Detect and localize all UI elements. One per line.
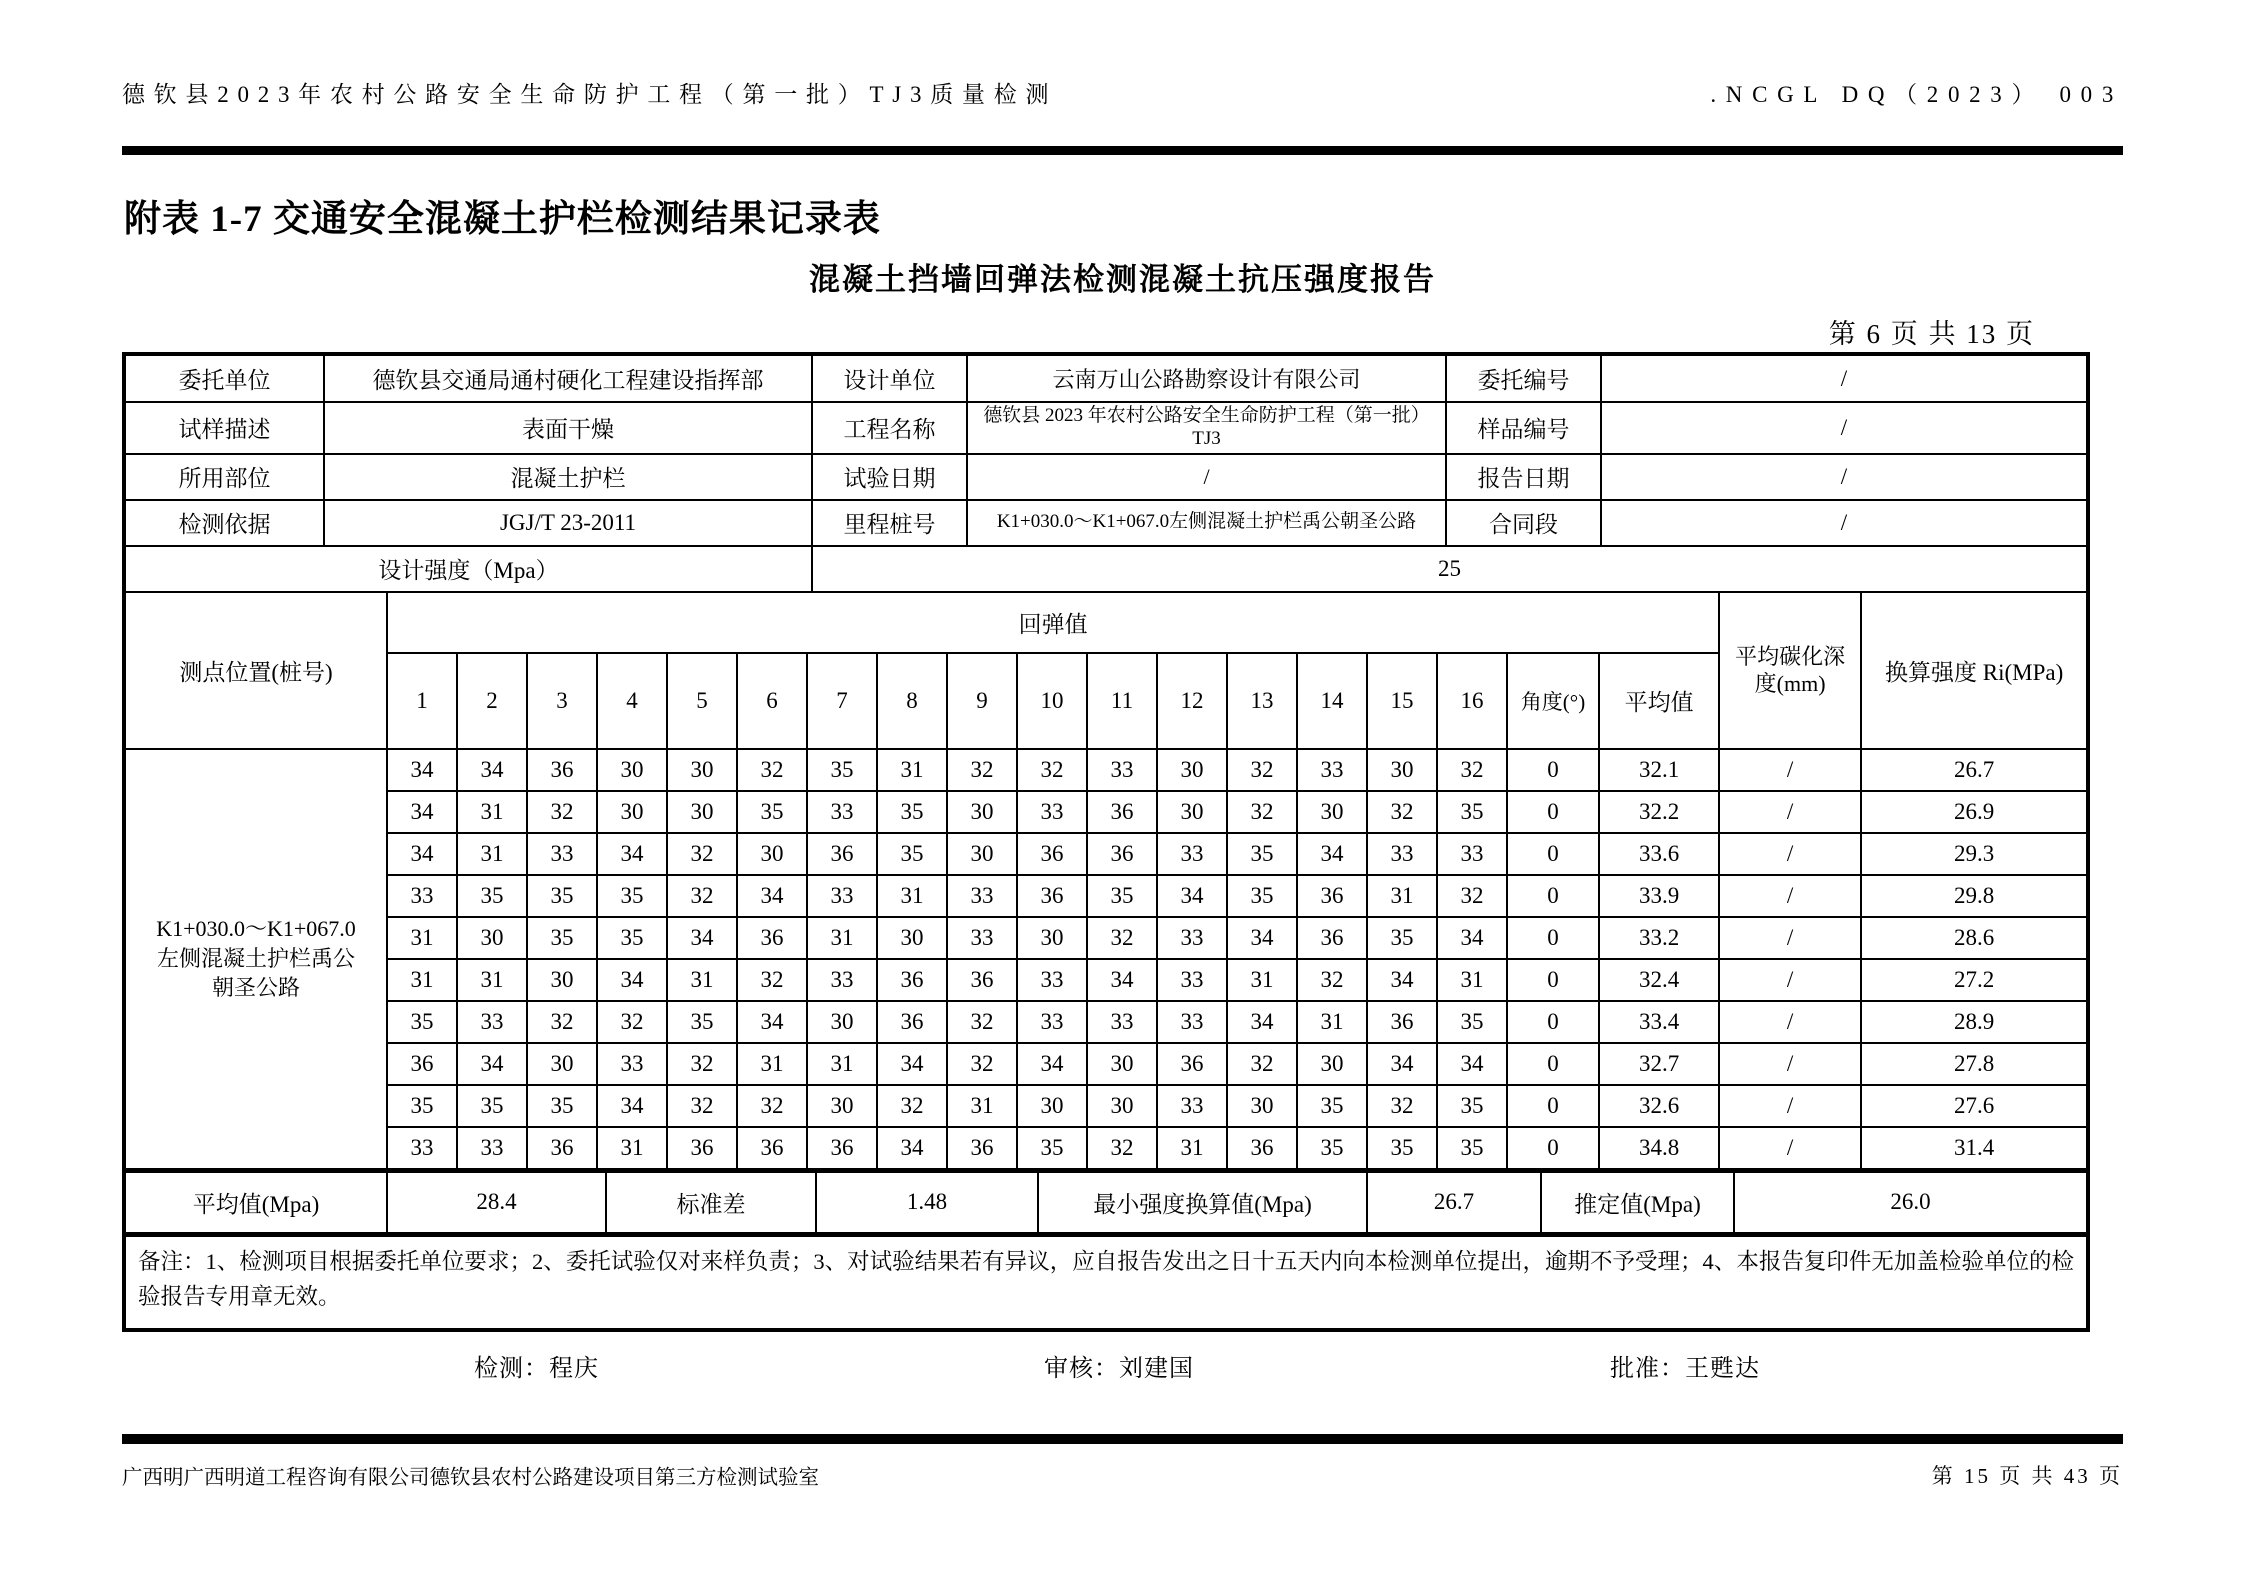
rebound-value-cell: 31 [877, 875, 947, 917]
document-footer [122, 1460, 2123, 1490]
summary-row [126, 1171, 2086, 1233]
summary-avg-label: 平均值(Mpa) [126, 1171, 387, 1233]
rebound-value-cell: 35 [877, 833, 947, 875]
info-value-cell: 混凝土护栏 [324, 454, 812, 500]
average-cell: 33.2 [1599, 917, 1719, 959]
average-header-cell: 平均值 [1599, 653, 1719, 749]
rebound-value-cell: 34 [597, 1085, 667, 1127]
rebound-value-cell: 36 [667, 1127, 737, 1169]
rebound-value-cell: 34 [457, 749, 527, 791]
info-label-cell: 合同段 [1446, 500, 1601, 546]
strength-cell: 31.4 [1861, 1127, 2086, 1169]
table-row [126, 833, 2086, 875]
rebound-value-cell: 36 [947, 959, 1017, 1001]
rebound-value-cell: 30 [737, 833, 807, 875]
rebound-value-cell: 32 [1017, 749, 1087, 791]
rebound-value-cell: 30 [527, 959, 597, 1001]
rebound-table [126, 593, 2086, 1170]
rebound-value-cell: 30 [1227, 1085, 1297, 1127]
rebound-value-cell: 34 [457, 1043, 527, 1085]
rebound-value-cell: 34 [877, 1127, 947, 1169]
rebound-value-cell: 35 [877, 791, 947, 833]
info-label-cell: 检测依据 [126, 500, 324, 546]
rebound-value-cell: 33 [527, 833, 597, 875]
rebound-value-cell: 32 [1227, 1043, 1297, 1085]
rebound-value-cell: 33 [1437, 833, 1507, 875]
rebound-value-cell: 32 [737, 1085, 807, 1127]
rebound-value-cell: 34 [737, 1001, 807, 1043]
rebound-value-cell: 34 [1367, 959, 1437, 1001]
rebound-value-cell: 36 [387, 1043, 457, 1085]
rebound-value-cell: 32 [1087, 917, 1157, 959]
rebound-column-number: 13 [1227, 653, 1297, 749]
carbonation-cell: / [1719, 959, 1861, 1001]
rebound-value-cell: 36 [1017, 875, 1087, 917]
footer-lab-text: 广西明广西明道工程咨询有限公司德钦县农村公路建设项目第三方检测试验室 [122, 1467, 819, 1489]
rebound-column-number: 3 [527, 653, 597, 749]
rebound-column-number: 5 [667, 653, 737, 749]
rebound-value-cell: 30 [1157, 749, 1227, 791]
strength-cell: 26.9 [1861, 791, 2086, 833]
rebound-value-cell: 33 [1367, 833, 1437, 875]
rebound-value-cell: 32 [1437, 749, 1507, 791]
info-value-cell: K1+030.0～K1+067.0左侧混凝土护栏禹公朝圣公路 [967, 500, 1446, 546]
rebound-value-cell: 36 [1087, 833, 1157, 875]
average-cell: 32.6 [1599, 1085, 1719, 1127]
summary-presumed-value: 26.0 [1734, 1171, 2086, 1233]
info-label-cell: 所用部位 [126, 454, 324, 500]
rebound-value-cell: 30 [1087, 1043, 1157, 1085]
rebound-value-cell: 35 [597, 875, 667, 917]
rebound-value-cell: 32 [737, 749, 807, 791]
position-header-cell: 测点位置(桩号) [126, 593, 387, 749]
rebound-value-cell: 34 [387, 833, 457, 875]
rebound-header-row [126, 593, 2086, 653]
rebound-value-cell: 32 [947, 749, 1017, 791]
rebound-value-cell: 35 [1437, 1001, 1507, 1043]
rebound-value-cell: 33 [807, 959, 877, 1001]
rebound-value-cell: 32 [877, 1085, 947, 1127]
rebound-value-cell: 30 [1367, 749, 1437, 791]
table-row [126, 1001, 2086, 1043]
rebound-column-number: 16 [1437, 653, 1507, 749]
rebound-value-cell: 35 [457, 875, 527, 917]
rebound-value-cell: 35 [527, 917, 597, 959]
rebound-value-cell: 33 [1087, 749, 1157, 791]
header-divider [122, 146, 2123, 155]
rebound-value-cell: 33 [807, 875, 877, 917]
rebound-column-number: 11 [1087, 653, 1157, 749]
info-value-cell: JGJ/T 23-2011 [324, 500, 812, 546]
rebound-value-cell: 30 [1017, 1085, 1087, 1127]
rebound-value-cell: 36 [737, 1127, 807, 1169]
position-cell: K1+030.0～K1+067.0 左侧混凝土护栏禹公朝圣公路 [126, 749, 387, 1169]
rebound-value-cell: 33 [1157, 1001, 1227, 1043]
design-strength-value: 25 [812, 546, 2086, 592]
rebound-value-cell: 32 [1367, 791, 1437, 833]
signature-row [122, 1348, 2123, 1388]
rebound-value-cell: 34 [1367, 1043, 1437, 1085]
angle-cell: 0 [1507, 959, 1599, 1001]
info-value-cell: / [1601, 500, 2086, 546]
info-label-cell: 报告日期 [1446, 454, 1601, 500]
rebound-span-header: 回弹值 [387, 593, 1719, 653]
info-label-cell: 工程名称 [812, 402, 967, 454]
average-cell: 33.4 [1599, 1001, 1719, 1043]
rebound-value-cell: 30 [527, 1043, 597, 1085]
rebound-value-cell: 35 [1437, 791, 1507, 833]
average-cell: 34.8 [1599, 1127, 1719, 1169]
rebound-value-cell: 33 [947, 917, 1017, 959]
rebound-column-number: 7 [807, 653, 877, 749]
rebound-value-cell: 33 [1157, 917, 1227, 959]
rebound-value-cell: 32 [1087, 1127, 1157, 1169]
rebound-value-cell: 32 [1437, 875, 1507, 917]
rebound-value-cell: 36 [527, 1127, 597, 1169]
info-label-cell: 里程桩号 [812, 500, 967, 546]
design-strength-row [126, 546, 2086, 592]
rebound-value-cell: 34 [597, 833, 667, 875]
rebound-value-cell: 36 [807, 1127, 877, 1169]
rebound-value-cell: 33 [457, 1127, 527, 1169]
summary-avg-value: 28.4 [387, 1171, 606, 1233]
rebound-value-cell: 30 [1087, 1085, 1157, 1127]
rebound-value-cell: 35 [1227, 875, 1297, 917]
angle-cell: 0 [1507, 1001, 1599, 1043]
table-row [126, 1127, 2086, 1169]
rebound-column-number: 10 [1017, 653, 1087, 749]
info-row [126, 500, 2086, 546]
rebound-value-cell: 36 [877, 1001, 947, 1043]
rebound-value-cell: 33 [387, 1127, 457, 1169]
rebound-value-cell: 31 [947, 1085, 1017, 1127]
angle-cell: 0 [1507, 749, 1599, 791]
info-table [126, 356, 2086, 593]
rebound-value-cell: 31 [457, 833, 527, 875]
average-cell: 32.4 [1599, 959, 1719, 1001]
rebound-value-cell: 31 [597, 1127, 667, 1169]
info-value-cell: 云南万山公路勘察设计有限公司 [967, 356, 1446, 402]
rebound-value-cell: 33 [947, 875, 1017, 917]
summary-std-value: 1.48 [816, 1171, 1038, 1233]
rebound-value-cell: 31 [1297, 1001, 1367, 1043]
rebound-value-cell: 30 [1157, 791, 1227, 833]
angle-cell: 0 [1507, 791, 1599, 833]
rebound-value-cell: 32 [947, 1043, 1017, 1085]
table-row [126, 959, 2086, 1001]
rebound-value-cell: 32 [737, 959, 807, 1001]
strength-cell: 29.3 [1861, 833, 2086, 875]
rebound-value-cell: 31 [1367, 875, 1437, 917]
carbonation-cell: / [1719, 1001, 1861, 1043]
rebound-value-cell: 32 [667, 1085, 737, 1127]
rebound-value-cell: 35 [597, 917, 667, 959]
carbonation-cell: / [1719, 791, 1861, 833]
carbonation-cell: / [1719, 1127, 1861, 1169]
rebound-value-cell: 34 [737, 875, 807, 917]
rebound-value-cell: 32 [597, 1001, 667, 1043]
strength-cell: 27.8 [1861, 1043, 2086, 1085]
info-value-cell: / [1601, 402, 2086, 454]
rebound-value-cell: 30 [877, 917, 947, 959]
signature-reviewer: 审核：刘建国 [1044, 1356, 1194, 1382]
rebound-column-number: 2 [457, 653, 527, 749]
rebound-value-cell: 35 [1367, 1127, 1437, 1169]
rebound-value-cell: 33 [1157, 1085, 1227, 1127]
rebound-value-cell: 32 [1227, 749, 1297, 791]
angle-header-cell: 角度(°) [1507, 653, 1599, 749]
rebound-value-cell: 35 [527, 875, 597, 917]
rebound-value-cell: 36 [1017, 833, 1087, 875]
rebound-value-cell: 30 [597, 749, 667, 791]
footer-divider [122, 1434, 2123, 1444]
rebound-column-number: 6 [737, 653, 807, 749]
rebound-value-cell: 31 [737, 1043, 807, 1085]
rebound-value-cell: 30 [597, 791, 667, 833]
footer-page-text: 第 15 页 共 43 页 [1931, 1464, 2123, 1488]
carbonation-cell: / [1719, 1043, 1861, 1085]
page-subtitle: 混凝土挡墙回弹法检测混凝土抗压强度报告 [809, 262, 1436, 297]
rebound-value-cell: 30 [1017, 917, 1087, 959]
strength-cell: 28.9 [1861, 1001, 2086, 1043]
rebound-value-cell: 36 [1087, 791, 1157, 833]
rebound-value-cell: 36 [1367, 1001, 1437, 1043]
rebound-value-cell: 34 [1437, 917, 1507, 959]
info-row [126, 356, 2086, 402]
document-header [122, 76, 2123, 109]
rebound-value-cell: 31 [1437, 959, 1507, 1001]
carbonation-cell: / [1719, 917, 1861, 959]
average-cell: 33.6 [1599, 833, 1719, 875]
rebound-value-cell: 31 [1157, 1127, 1227, 1169]
table-row [126, 875, 2086, 917]
rebound-value-cell: 30 [667, 791, 737, 833]
page-number: 第 6 页 共 13 页 [1828, 319, 2035, 349]
rebound-value-cell: 35 [1297, 1127, 1367, 1169]
rebound-value-cell: 32 [667, 1043, 737, 1085]
rebound-value-cell: 36 [877, 959, 947, 1001]
rebound-value-cell: 33 [1157, 833, 1227, 875]
info-row [126, 454, 2086, 500]
rebound-value-cell: 35 [807, 749, 877, 791]
angle-cell: 0 [1507, 875, 1599, 917]
info-label-cell: 试验日期 [812, 454, 967, 500]
rebound-value-cell: 34 [387, 749, 457, 791]
rebound-value-cell: 31 [457, 791, 527, 833]
rebound-value-cell: 34 [1017, 1043, 1087, 1085]
info-row [126, 402, 2086, 454]
info-value-cell: 德钦县 2023 年农村公路安全生命防护工程（第一批）TJ3 [967, 402, 1446, 454]
rebound-value-cell: 31 [667, 959, 737, 1001]
angle-cell: 0 [1507, 1043, 1599, 1085]
report-table [122, 352, 2090, 1332]
rebound-value-cell: 30 [807, 1085, 877, 1127]
rebound-value-cell: 32 [527, 791, 597, 833]
table-row [126, 917, 2086, 959]
angle-cell: 0 [1507, 1127, 1599, 1169]
rebound-value-cell: 34 [387, 791, 457, 833]
rebound-column-number: 12 [1157, 653, 1227, 749]
rebound-column-number: 8 [877, 653, 947, 749]
table-row [126, 1085, 2086, 1127]
rebound-value-cell: 36 [807, 833, 877, 875]
rebound-value-cell: 32 [527, 1001, 597, 1043]
rebound-value-cell: 34 [1227, 1001, 1297, 1043]
carbonation-header-cell: 平均碳化深度(mm) [1719, 593, 1861, 749]
rebound-value-cell: 32 [667, 833, 737, 875]
rebound-value-cell: 31 [387, 959, 457, 1001]
rebound-value-cell: 32 [1297, 959, 1367, 1001]
rebound-value-cell: 30 [667, 749, 737, 791]
rebound-value-cell: 34 [1087, 959, 1157, 1001]
rebound-value-cell: 31 [807, 917, 877, 959]
info-value-cell: / [967, 454, 1446, 500]
strength-cell: 29.8 [1861, 875, 2086, 917]
header-code-text: .NCGL DQ（2023） 003 [1710, 82, 2123, 107]
rebound-value-cell: 36 [1157, 1043, 1227, 1085]
rebound-value-cell: 30 [457, 917, 527, 959]
rebound-value-cell: 33 [1297, 749, 1367, 791]
signature-approver: 批准：王甦达 [1610, 1356, 1760, 1382]
rebound-value-cell: 35 [737, 791, 807, 833]
rebound-value-cell: 36 [1297, 875, 1367, 917]
rebound-value-cell: 33 [1017, 791, 1087, 833]
rebound-column-number: 9 [947, 653, 1017, 749]
rebound-value-cell: 34 [597, 959, 667, 1001]
rebound-value-cell: 32 [667, 875, 737, 917]
rebound-value-cell: 36 [1227, 1127, 1297, 1169]
rebound-value-cell: 34 [1437, 1043, 1507, 1085]
notes-text: 备注：1、检测项目根据委托单位要求；2、委托试验仅对来样负责；3、对试验结果若有异议，应自报告发出之日十五天内向本检测单位提出，逾期不予受理；4、本报告复印件无加盖检验单位的检验报告专用章无效。 [126, 1234, 2086, 1328]
rebound-value-cell: 35 [1437, 1085, 1507, 1127]
signature-tester: 检测：程庆 [474, 1356, 599, 1382]
rebound-value-cell: 30 [1297, 1043, 1367, 1085]
rebound-value-cell: 30 [807, 1001, 877, 1043]
rebound-value-cell: 35 [387, 1001, 457, 1043]
info-label-cell: 试样描述 [126, 402, 324, 454]
design-strength-label: 设计强度（Mpa） [126, 546, 812, 592]
carbonation-cell: / [1719, 833, 1861, 875]
info-value-cell: / [1601, 454, 2086, 500]
table-row [126, 791, 2086, 833]
rebound-column-number: 15 [1367, 653, 1437, 749]
rebound-value-cell: 36 [527, 749, 597, 791]
rebound-value-cell: 36 [1297, 917, 1367, 959]
carbonation-cell: / [1719, 749, 1861, 791]
carbonation-cell: / [1719, 1085, 1861, 1127]
rebound-value-cell: 34 [877, 1043, 947, 1085]
strength-cell: 26.7 [1861, 749, 2086, 791]
rebound-value-cell: 35 [1017, 1127, 1087, 1169]
rebound-value-cell: 35 [1437, 1127, 1507, 1169]
summary-std-label: 标准差 [606, 1171, 816, 1233]
rebound-value-cell: 33 [457, 1001, 527, 1043]
header-project-text: 德钦县2023年农村公路安全生命防护工程（第一批）TJ3质量检测 [122, 82, 1058, 107]
rebound-value-cell: 34 [1157, 875, 1227, 917]
rebound-value-cell: 35 [1087, 875, 1157, 917]
rebound-value-cell: 35 [387, 1085, 457, 1127]
rebound-value-cell: 34 [1227, 917, 1297, 959]
angle-cell: 0 [1507, 1085, 1599, 1127]
rebound-value-cell: 33 [597, 1043, 667, 1085]
rebound-value-cell: 33 [807, 791, 877, 833]
rebound-value-cell: 31 [387, 917, 457, 959]
rebound-value-cell: 32 [1367, 1085, 1437, 1127]
info-label-cell: 委托编号 [1446, 356, 1601, 402]
rebound-value-cell: 33 [387, 875, 457, 917]
info-value-cell: / [1601, 356, 2086, 402]
rebound-value-cell: 34 [667, 917, 737, 959]
rebound-value-cell: 35 [457, 1085, 527, 1127]
rebound-value-cell: 32 [947, 1001, 1017, 1043]
rebound-value-cell: 35 [1227, 833, 1297, 875]
rebound-value-cell: 33 [1017, 959, 1087, 1001]
rebound-value-cell: 35 [667, 1001, 737, 1043]
strength-cell: 28.6 [1861, 917, 2086, 959]
info-value-cell: 表面干燥 [324, 402, 812, 454]
rebound-value-cell: 32 [1227, 791, 1297, 833]
angle-cell: 0 [1507, 917, 1599, 959]
rebound-value-cell: 34 [1297, 833, 1367, 875]
rebound-value-cell: 33 [1087, 1001, 1157, 1043]
average-cell: 33.9 [1599, 875, 1719, 917]
info-label-cell: 委托单位 [126, 356, 324, 402]
rebound-value-cell: 33 [1157, 959, 1227, 1001]
summary-table [126, 1170, 2086, 1235]
table-row [126, 1043, 2086, 1085]
rebound-value-cell: 31 [457, 959, 527, 1001]
rebound-column-number: 4 [597, 653, 667, 749]
info-value-cell: 德钦县交通局通村硬化工程建设指挥部 [324, 356, 812, 402]
rebound-column-number: 14 [1297, 653, 1367, 749]
rebound-value-cell: 31 [877, 749, 947, 791]
carbonation-cell: / [1719, 875, 1861, 917]
page-title: 附表 1-7 交通安全混凝土护栏检测结果记录表 [124, 199, 881, 240]
rebound-value-cell: 31 [807, 1043, 877, 1085]
strength-cell: 27.2 [1861, 959, 2086, 1001]
rebound-value-cell: 33 [1017, 1001, 1087, 1043]
info-label-cell: 样品编号 [1446, 402, 1601, 454]
strength-cell: 27.6 [1861, 1085, 2086, 1127]
rebound-value-cell: 30 [1297, 791, 1367, 833]
angle-cell: 0 [1507, 833, 1599, 875]
rebound-value-cell: 35 [1297, 1085, 1367, 1127]
rebound-value-cell: 30 [947, 833, 1017, 875]
average-cell: 32.7 [1599, 1043, 1719, 1085]
rebound-value-cell: 35 [1367, 917, 1437, 959]
rebound-column-number: 1 [387, 653, 457, 749]
table-row [126, 749, 2086, 791]
rebound-value-cell: 35 [527, 1085, 597, 1127]
rebound-value-cell: 31 [1227, 959, 1297, 1001]
info-label-cell: 设计单位 [812, 356, 967, 402]
rebound-value-cell: 36 [737, 917, 807, 959]
rebound-value-cell: 36 [947, 1127, 1017, 1169]
summary-min-label: 最小强度换算值(Mpa) [1038, 1171, 1367, 1233]
average-cell: 32.2 [1599, 791, 1719, 833]
summary-min-value: 26.7 [1367, 1171, 1541, 1233]
average-cell: 32.1 [1599, 749, 1719, 791]
rebound-value-cell: 30 [947, 791, 1017, 833]
strength-header-cell: 换算强度 Ri(MPa) [1861, 593, 2086, 749]
summary-presumed-label: 推定值(Mpa) [1541, 1171, 1734, 1233]
